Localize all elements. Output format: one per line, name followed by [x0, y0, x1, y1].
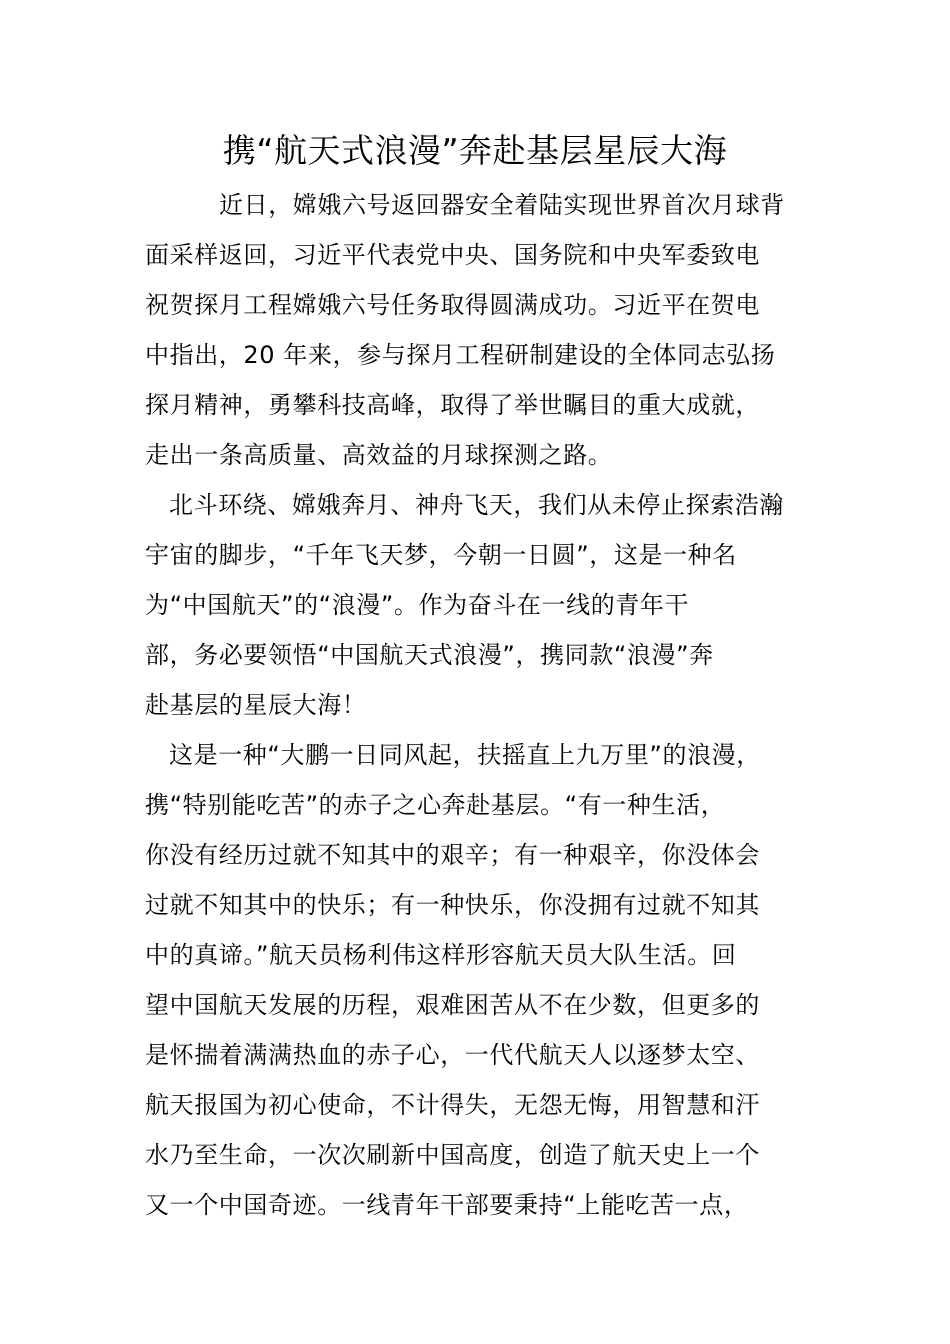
document-title: 携“航天式浪漫”奔赴基层星辰大海	[222, 131, 728, 170]
text-line: 过就不知其中的快乐；有一种快乐，你没拥有过就不知其	[145, 891, 760, 919]
text-line: 赴基层的星辰大海！	[145, 691, 367, 719]
document-body	[145, 180, 807, 1230]
paragraph-2	[145, 480, 807, 730]
text-line: 是怀揣着满满热血的赤子心，一代代航天人以逐梦太空、	[145, 1041, 760, 1069]
text-line: 携“特别能吃苦”的赤子之心奔赴基层。“有一种生活，	[145, 791, 726, 819]
text-line: 祝贺探月工程嫦娥六号任务取得圆满成功。习近平在贺电	[145, 291, 760, 319]
text-line: 这是一种“大鹏一日同风起，扶摇直上九万里”的浪漫，	[169, 741, 761, 769]
paragraph-1	[145, 180, 807, 480]
text-line: 你没有经历过就不知其中的艰辛；有一种艰辛，你没体会	[145, 841, 760, 869]
text-line: 又一个中国奇迹。一线青年干部要秉持“上能吃苦一点，	[145, 1191, 749, 1219]
text-line: 部，务必要领悟“中国航天式浪漫”，携同款“浪漫”奔	[145, 641, 714, 669]
text-line: 中指出，20 年来，参与探月工程研制建设的全体同志弘扬	[145, 341, 776, 369]
text-line: 水乃至生命，一次次刷新中国高度，创造了航天史上一个	[145, 1141, 760, 1169]
text-line: 面采样返回，习近平代表党中央、国务院和中央军委致电	[145, 241, 760, 269]
text-line: 为“中国航天”的“浪漫”。作为奋斗在一线的青年干	[145, 591, 690, 619]
text-line: 北斗环绕、嫦娥奔月、神舟飞天，我们从未停止探索浩瀚	[169, 491, 784, 519]
text-line: 望中国航天发展的历程，艰难困苦从不在少数，但更多的	[145, 991, 760, 1019]
text-line: 探月精神，勇攀科技高峰，取得了举世瞩目的重大成就，	[145, 391, 760, 419]
text-line: 近日，嫦娥六号返回器安全着陆实现世界首次月球背	[219, 191, 785, 219]
text-line: 宇宙的脚步，“千年飞天梦，今朝一日圆”，这是一种名	[145, 541, 737, 569]
text-line: 中的真谛。”航天员杨利伟这样形容航天员大队生活。回	[145, 941, 737, 969]
paragraph-3	[145, 730, 807, 1230]
text-line: 航天报国为初心使命，不计得失，无怨无悔，用智慧和汗	[145, 1091, 760, 1119]
text-line: 走出一条高质量、高效益的月球探测之路。	[145, 441, 613, 469]
